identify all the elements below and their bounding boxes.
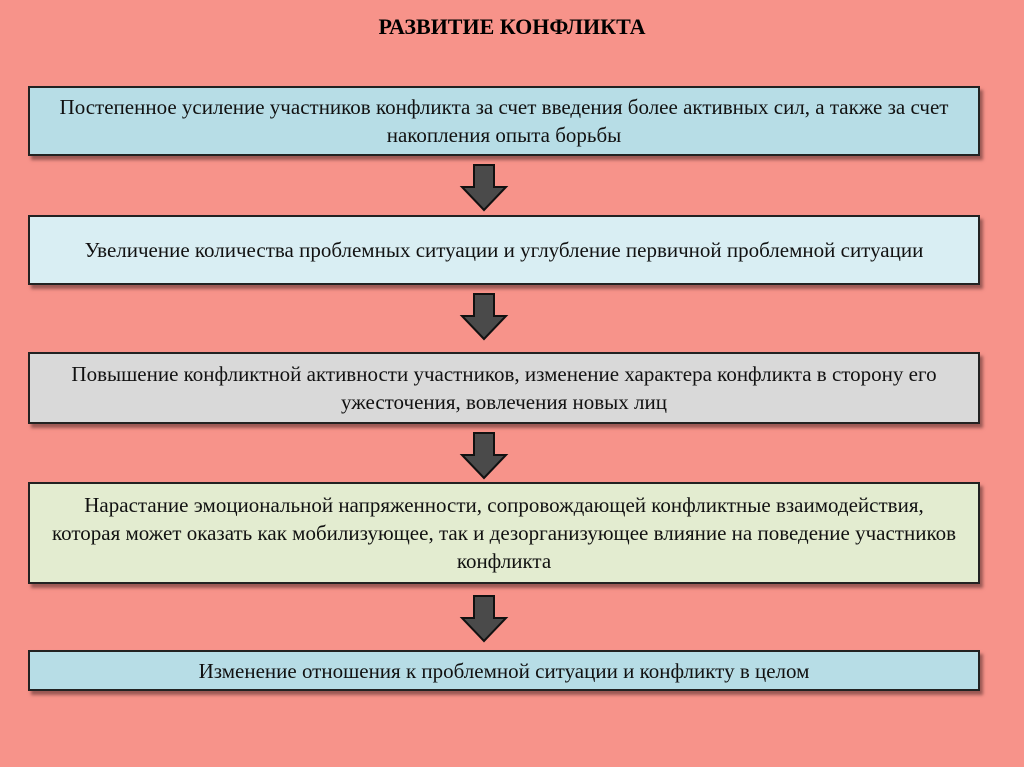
- stage-box-4: [28, 482, 980, 584]
- diagram-title: РАЗВИТИЕ КОНФЛИКТА: [378, 14, 646, 39]
- stage-box-5: [28, 650, 980, 691]
- down-arrow-icon: [458, 163, 510, 213]
- stage-text-5: Изменение отношения к проблемной ситуации и конфликту в целом: [198, 658, 810, 683]
- stage-box-3: [28, 352, 980, 424]
- stage-text-2: Увеличение количества проблемных ситуации и углубление первичной проблемной ситуации: [84, 238, 924, 262]
- stage-text-3: Повышение конфликтной активности участников, изменение характера конфликта в сторону его ужесточения, вовлечения новых лиц: [71, 362, 937, 414]
- down-arrow-icon: [458, 594, 510, 644]
- stage-text-4: Нарастание эмоциональной напряженности, сопровождающей конфликтные взаимодействия, которая может оказать как мобилизующее, так и дезорганизующее влияние на поведение участников конфликта: [51, 493, 956, 573]
- down-arrow-icon: [458, 431, 510, 481]
- down-arrow-icon: [458, 292, 510, 342]
- stage-box-1: [28, 86, 980, 156]
- stage-box-2: [28, 215, 980, 285]
- stage-text-1: Постепенное усиление участников конфликта за счет введения более активных сил, а также за счет накопления опыта борьбы: [59, 95, 949, 147]
